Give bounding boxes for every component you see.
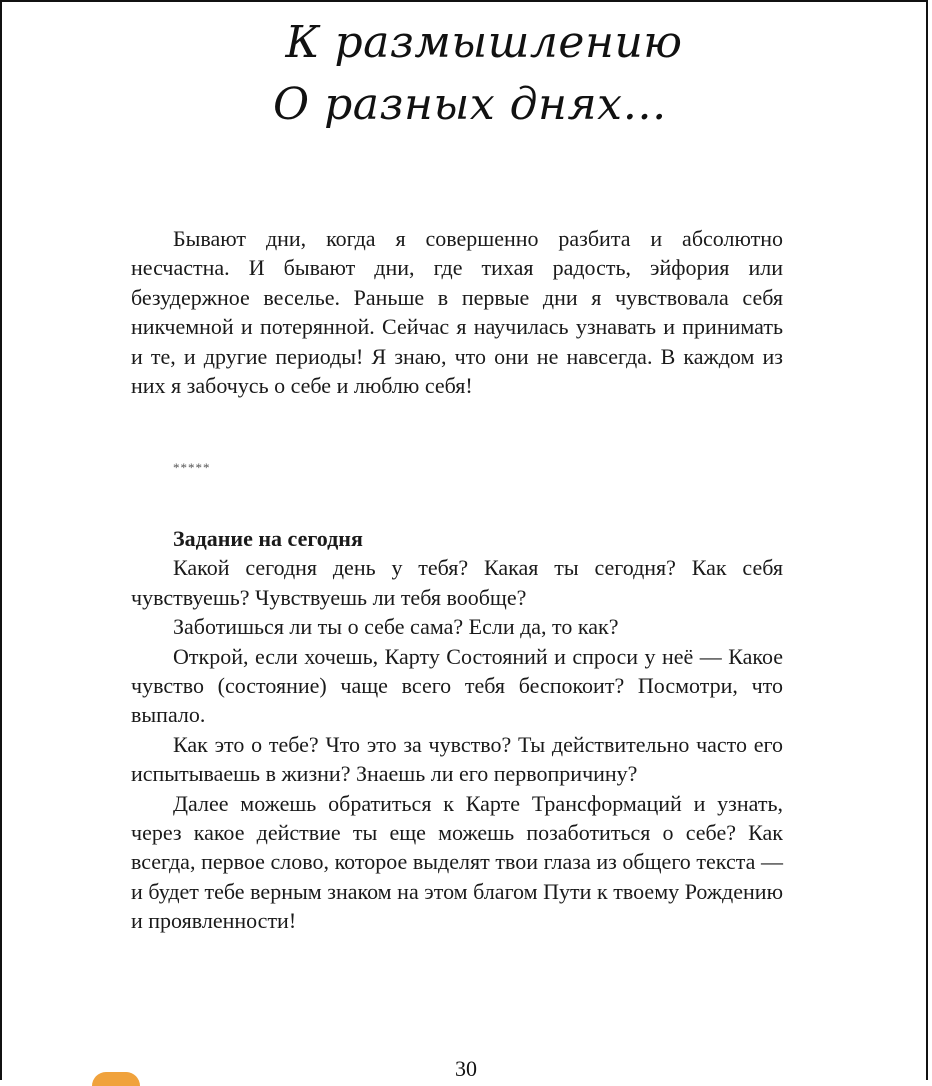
- task-paragraph: Далее можешь обратиться к Карте Трансформаций и узнать, через какое действие ты еще можешь позаботиться о себе? Как всегда, первое слово, которое выделят твои глаза из общего текста — и будет тебе верным знаком на этом благом Пути к твоему Рождению и проявленности!: [131, 790, 783, 934]
- title-line-1: К размышлению: [285, 17, 683, 68]
- task-paragraph: Какой сегодня день у тебя? Какая ты сегодня? Как себя чувствуешь? Чувствуешь ли тебя вообще?: [131, 555, 783, 610]
- page-number: 30: [455, 1056, 477, 1081]
- intro-section: [131, 224, 783, 400]
- task-paragraph: Заботишься ли ты о себе сама? Если да, то как?: [173, 614, 619, 640]
- page-title: [0, 12, 932, 136]
- task-section: [131, 524, 783, 936]
- task-paragraph: Как это о тебе? Что это за чувство? Ты действительно часто его испытываешь в жизни? Знаешь ли его первопричину?: [131, 731, 783, 787]
- section-separator: *****: [173, 460, 211, 475]
- intro-paragraph: Бывают дни, когда я совершенно разбита и абсолютно несчастна. И бывают дни, где тихая радость, эйфория или безудержное веселье. Раньше в первые дни я чувствовала себя никчемной и потерянной. Сейчас я научилась узнавать и принимать и те, и другие периоды! Я знаю, что они не навсегда. В каждом из них я забочусь о себе и люблю себя!: [131, 226, 783, 399]
- title-line-2: О разных днях…: [273, 79, 667, 130]
- task-paragraph: Открой, если хочешь, Карту Состояний и спроси у неё — Какое чувство (состояние) чаще всего тебя беспокоит? Посмотри, что выпало.: [131, 643, 783, 728]
- task-heading: Задание на сегодня: [173, 526, 363, 551]
